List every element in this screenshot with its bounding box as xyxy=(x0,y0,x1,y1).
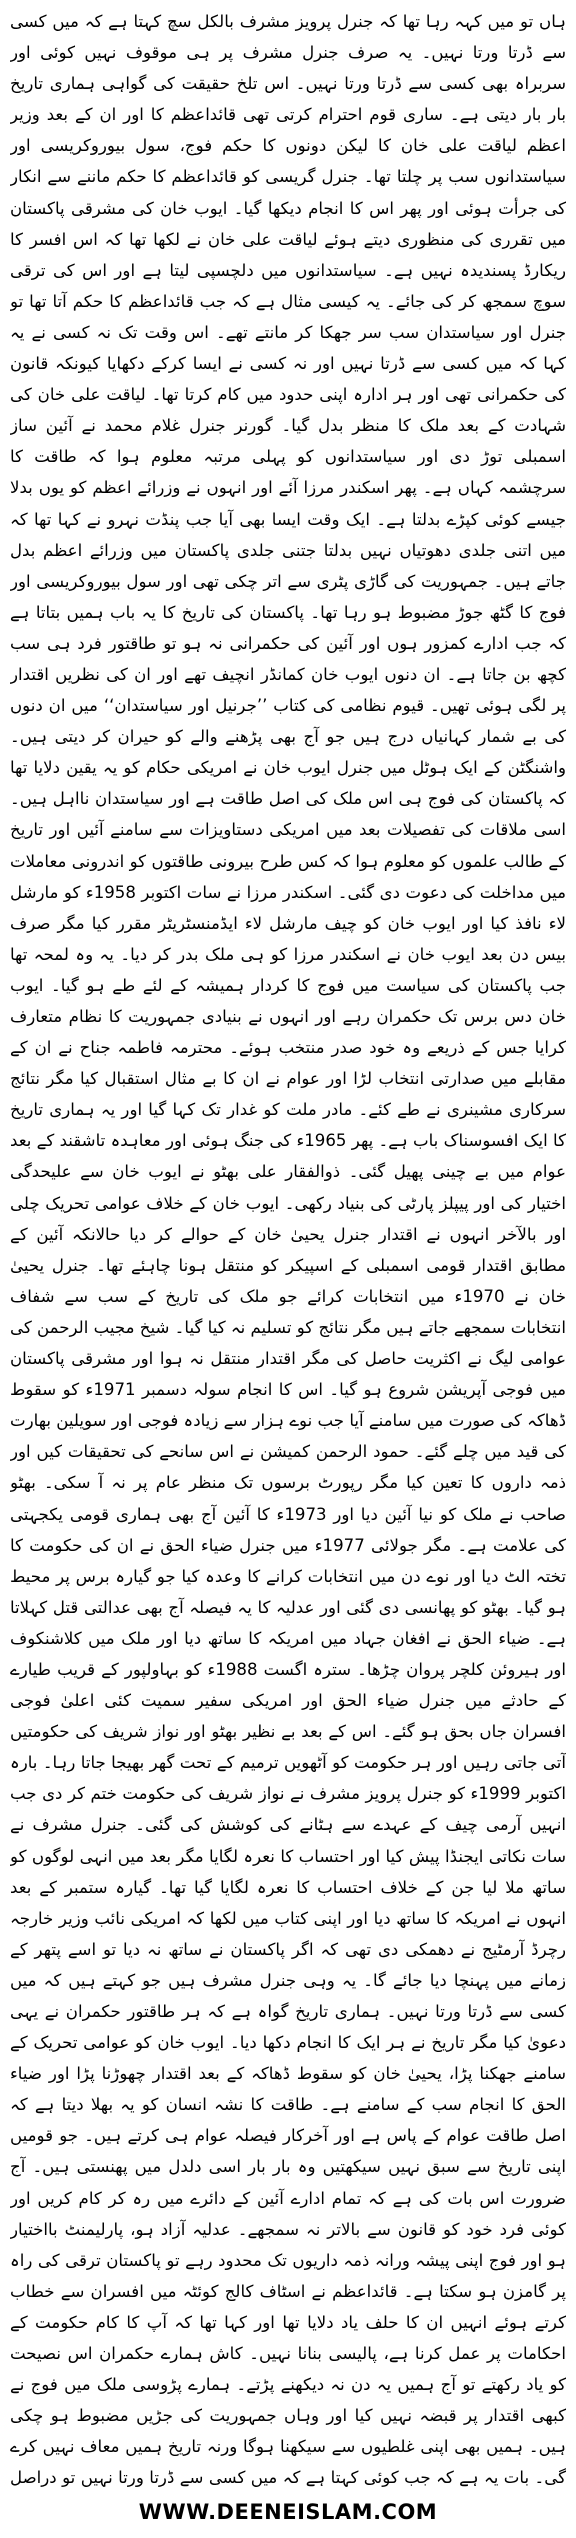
article-body: ہاں تو میں کہہ رہا تھا کہ جنرل پرویز مشرف بالکل سچ کہتا ہے کہ میں کسی سے ڈرتا ورتا نہیں۔ یہ صرف جنرل مشرف پر ہی موقوف نہیں کوئی اور سربراہ بھی کسی سے ڈرتا ورتا نہیں۔ اس تلخ حقیقت کی گواہی ہماری تاریخ بار بار دیتی ہے۔ ساری قوم احترام کرتی تھی قائداعظم کا اور ان کے بعد وزیر اعظم لیاقت علی خان کا لیکن دونوں کا حکم فوج، سول بیوروکریسی اور سیاستدانوں سب پر چلتا تھا۔ جنرل گریسی کو قائداعظم کا حکم ماننے سے انکار کی جرأت ہوئی اور پھر اس کا انجام دیکھا گیا۔ ایوب خان کی مشرقی پاکستان میں تقرری کی منظوری دیتے ہوئے لیاقت علی خان نے لکھا تھا کہ اس افسر کا ریکارڈ پسندیدہ نہیں ہے۔ سیاستدانوں میں دلچسپی لیتا ہے اور اس کی ترقی سوچ سمجھ کر کی جائے۔ یہ کیسی مثال ہے کہ جب قائداعظم کا حکم آتا تھا تو جنرل اور سیاستدان سب سر جھکا کر مانتے تھے۔ اس وقت تک نہ کسی نے یہ کہا کہ میں کسی سے ڈرتا نہیں اور نہ کسی نے ایسا کرکے دکھایا کیونکہ قانون کی حکمرانی تھی اور ہر ادارہ اپنی حدود میں کام کرتا تھا۔ لیاقت علی خان کی شہادت کے بعد ملک کا منظر بدل گیا۔ گورنر جنرل غلام محمد نے آئین ساز اسمبلی توڑ دی اور سیاستدانوں کو پہلی مرتبہ معلوم ہوا کہ طاقت کا سرچشمہ کہاں ہے۔ پھر اسکندر مرزا آئے اور انہوں نے وزرائے اعظم کو یوں بدلا جیسے کوئی کپڑے بدلتا ہے۔ ایک وقت ایسا بھی آیا جب پنڈت نہرو نے کہا تھا کہ میں اتنی جلدی دھوتیاں نہیں بدلتا جتنی جلدی پاکستان میں وزرائے اعظم بدل جاتے ہیں۔ جمہوریت کی گاڑی پٹری سے اتر چکی تھی اور سول بیوروکریسی اور فوج کا گٹھ جوڑ مضبوط ہو رہا تھا۔ پاکستان کی تاریخ کا یہ باب ہمیں بتاتا ہے کہ جب ادارے کمزور ہوں اور آئین کی حکمرانی نہ ہو تو طاقتور فرد ہی سب کچھ بن جاتا ہے۔ ان دنوں ایوب خان کمانڈر انچیف تھے اور ان کی نظریں اقتدار پر لگی ہوئی تھیں۔ قیوم نظامی کی کتاب ’’جرنیل اور سیاستدان‘‘ میں ان دنوں کی بے شمار کہانیاں درج ہیں جو آج بھی پڑھنے والے کو حیران کر دیتی ہیں۔ واشنگٹن کے ایک ہوٹل میں جنرل ایوب خان نے امریکی حکام کو یہ یقین دلایا تھا کہ پاکستان کی فوج ہی اس ملک کی اصل طاقت ہے اور سیاستدان نااہل ہیں۔ اسی ملاقات کی تفصیلات بعد میں امریکی دستاویزات سے سامنے آئیں اور تاریخ کے طالب علموں کو معلوم ہوا کہ کس طرح بیرونی طاقتوں کو اندرونی معاملات میں مداخلت کی دعوت دی گئی۔ اسکندر مرزا نے سات اکتوبر 1958ء کو مارشل لاء نافذ کیا اور ایوب خان کو چیف مارشل لاء ایڈمنسٹریٹر مقرر کیا مگر صرف بیس دن بعد ایوب خان نے اسکندر مرزا کو ہی ملک بدر کر دیا۔ یہ وہ لمحہ تھا جب پاکستان کی سیاست میں فوج کا کردار ہمیشہ کے لئے طے ہو گیا۔ ایوب خان دس برس تک حکمران رہے اور انہوں نے بنیادی جمہوریت کا نظام متعارف کرایا جس کے ذریعے وہ خود صدر منتخب ہوئے۔ محترمہ فاطمہ جناح نے ان کے مقابلے میں صدارتی انتخاب لڑا اور عوام نے ان کا بے مثال استقبال کیا مگر نتائج سرکاری مشینری نے طے کئے۔ مادر ملت کو غدار تک کہا گیا اور یہ ہماری تاریخ کا ایک افسوسناک باب ہے۔ پھر 1965ء کی جنگ ہوئی اور معاہدہ تاشقند کے بعد عوام میں بے چینی پھیل گئی۔ ذوالفقار علی بھٹو نے ایوب خان سے علیحدگی اختیار کی اور پیپلز پارٹی کی بنیاد رکھی۔ ایوب خان کے خلاف عوامی تحریک چلی اور بالآخر انہوں نے اقتدار جنرل یحییٰ خان کے حوالے کر دیا حالانکہ آئین کے مطابق اقتدار قومی اسمبلی کے اسپیکر کو منتقل ہونا چاہئے تھا۔ جنرل یحییٰ خان نے 1970ء میں انتخابات کرائے جو ملک کی تاریخ کے سب سے شفاف انتخابات سمجھے جاتے ہیں مگر نتائج کو تسلیم نہ کیا گیا۔ شیخ مجیب الرحمن کی عوامی لیگ نے اکثریت حاصل کی مگر اقتدار منتقل نہ ہوا اور مشرقی پاکستان میں فوجی آپریشن شروع ہو گیا۔ اس کا انجام سولہ دسمبر 1971ء کو سقوط ڈھاکہ کی صورت میں سامنے آیا جب نوے ہزار سے زیادہ فوجی اور سویلین بھارت کی قید میں چلے گئے۔ حمود الرحمن کمیشن نے اس سانحے کی تحقیقات کیں اور ذمہ داروں کا تعین کیا مگر رپورٹ برسوں تک منظر عام پر نہ آ سکی۔ بھٹو صاحب نے ملک کو نیا آئین دیا اور 1973ء کا آئین آج بھی ہماری قومی یکجہتی کی علامت ہے۔ مگر جولائی 1977ء میں جنرل ضیاء الحق نے ان کی حکومت کا تختہ الٹ دیا اور نوے دن میں انتخابات کرانے کا وعدہ کیا جو گیارہ برس پر محیط ہو گیا۔ بھٹو کو پھانسی دی گئی اور عدلیہ کا یہ فیصلہ آج بھی عدالتی قتل کہلاتا ہے۔ ضیاء الحق نے افغان جہاد میں امریکہ کا ساتھ دیا اور ملک میں کلاشنکوف اور ہیروئن کلچر پروان چڑھا۔ سترہ اگست 1988ء کو بہاولپور کے قریب طیارے کے حادثے میں جنرل ضیاء الحق اور امریکی سفیر سمیت کئی اعلیٰ فوجی افسران جاں بحق ہو گئے۔ اس کے بعد بے نظیر بھٹو اور نواز شریف کی حکومتیں آتی جاتی رہیں اور ہر حکومت کو آٹھویں ترمیم کے تحت گھر بھیجا جاتا رہا۔ بارہ اکتوبر 1999ء کو جنرل پرویز مشرف نے نواز شریف کی حکومت ختم کر دی جب انہیں آرمی چیف کے عہدے سے ہٹانے کی کوشش کی گئی۔ جنرل مشرف نے سات نکاتی ایجنڈا پیش کیا اور احتساب کا نعرہ لگایا مگر بعد میں انہی لوگوں کو ساتھ ملا لیا جن کے خلاف احتساب کا نعرہ لگایا گیا تھا۔ گیارہ ستمبر کے بعد انہوں نے امریکہ کا ساتھ دیا اور اپنی کتاب میں لکھا کہ امریکی نائب وزیر خارجہ رچرڈ آرمٹیج نے دھمکی دی تھی کہ اگر پاکستان نے ساتھ نہ دیا تو اسے پتھر کے زمانے میں پہنچا دیا جائے گا۔ یہ وہی جنرل مشرف ہیں جو کہتے ہیں کہ میں کسی سے ڈرتا ورتا نہیں۔ ہماری تاریخ گواہ ہے کہ ہر طاقتور حکمران نے یہی دعویٰ کیا مگر تاریخ نے ہر ایک کا انجام دکھا دیا۔ ایوب خان کو عوامی تحریک کے سامنے جھکنا پڑا، یحییٰ خان کو سقوط ڈھاکہ کے بعد اقتدار چھوڑنا پڑا اور ضیاء الحق کا انجام سب کے سامنے ہے۔ طاقت کا نشہ انسان کو یہ بھلا دیتا ہے کہ اصل طاقت عوام کے پاس ہے اور آخرکار فیصلہ عوام ہی کرتے ہیں۔ جو قومیں اپنی تاریخ سے سبق نہیں سیکھتیں وہ بار بار اسی دلدل میں پھنستی ہیں۔ آج ضرورت اس بات کی ہے کہ تمام ادارے آئین کے دائرے میں رہ کر کام کریں اور کوئی فرد خود کو قانون سے بالاتر نہ سمجھے۔ عدلیہ آزاد ہو، پارلیمنٹ بااختیار ہو اور فوج اپنی پیشہ ورانہ ذمہ داریوں تک محدود رہے تو پاکستان ترقی کی راہ پر گامزن ہو سکتا ہے۔ قائداعظم نے اسٹاف کالج کوئٹہ میں افسران سے خطاب کرتے ہوئے انہیں ان کا حلف یاد دلایا تھا اور کہا تھا کہ آپ کا کام حکومت کے احکامات پر عمل کرنا ہے، پالیسی بنانا نہیں۔ کاش ہمارے حکمران اس نصیحت کو یاد رکھتے تو آج ہمیں یہ دن نہ دیکھنے پڑتے۔ ہمارے پڑوسی ملک میں فوج نے کبھی اقتدار پر قبضہ نہیں کیا اور وہاں جمہوریت کی جڑیں مضبوط ہو چکی ہیں۔ ہمیں بھی اپنی غلطیوں سے سیکھنا ہوگا ورنہ تاریخ ہمیں معاف نہیں کرے گی۔ بات یہ ہے کہ جب کوئی کہتا ہے کہ میں کسی سے ڈرتا ورتا نہیں تو دراصل xyxy=(10,12,566,2488)
site-footer: WWW.DEENEISLAM.COM xyxy=(138,2500,438,2524)
article-column xyxy=(10,6,566,2494)
